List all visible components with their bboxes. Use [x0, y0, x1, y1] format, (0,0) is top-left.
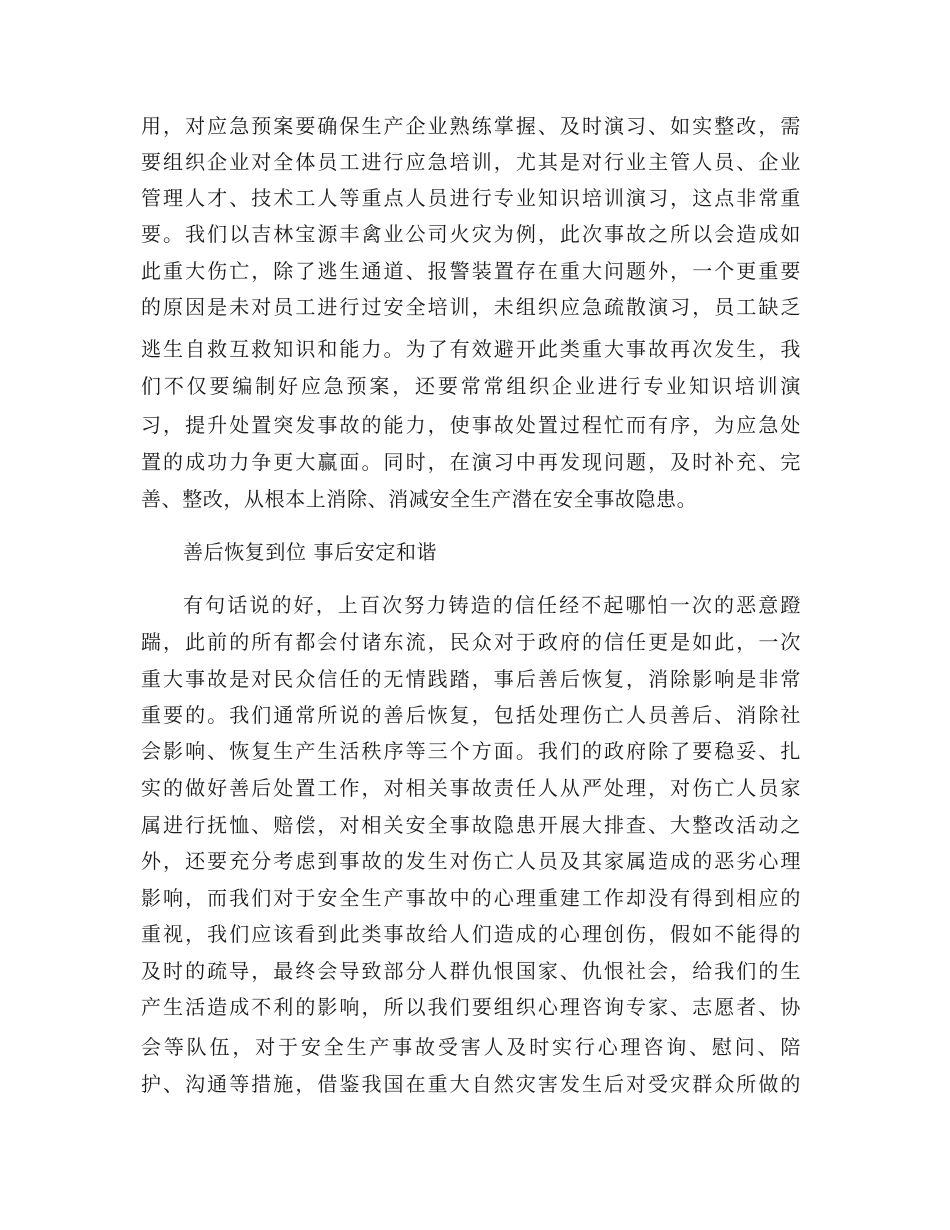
paragraph-line: 有句话说的好，上百次努力铸造的信任经不起哪怕一次的恶意蹬: [183, 593, 801, 617]
paragraph-line: 置的成功力争更大赢面。同时，在演习中再发现问题，及时补充、完: [141, 450, 801, 474]
paragraph-line: 的原因是未对员工进行过安全培训，未组织应急疏散演习，员工缺乏: [141, 295, 801, 319]
paragraph-line: 善、整改，从根本上消除、消减安全生产潜在安全事故隐患。: [141, 487, 698, 511]
paragraph-line: 重要的。我们通常所说的善后恢复，包括处理伤亡人员善后、消除社: [141, 703, 801, 727]
paragraph-line: 要组织企业对全体员工进行应急培训，尤其是对行业主管人员、企业: [141, 150, 801, 174]
paragraph-line: 外，还要充分考虑到事故的发生对伤亡人员及其家属造成的恶劣心理: [141, 849, 801, 873]
paragraph-line: 影响，而我们对于安全生产事故中的心理重建工作却没有得到相应的: [141, 886, 801, 910]
paragraph-line: 实的做好善后处置工作，对相关事故责任人从严处理，对伤亡人员家: [141, 776, 801, 800]
paragraph-line: 属进行抚恤、赔偿，对相关安全事故隐患开展大排查、大整改活动之: [141, 813, 801, 837]
paragraph-line: 要。我们以吉林宝源丰禽业公司火灾为例，此次事故之所以会造成如: [141, 222, 801, 246]
paragraph-line: 逃生自救互救知识和能力。为了有效避开此类重大事故再次发生，我: [141, 337, 801, 361]
paragraph-line: 们不仅要编制好应急预案，还要常常组织企业进行专业知识培训演: [141, 374, 801, 398]
paragraph-line: 此重大伤亡，除了逃生通道、报警装置存在重大问题外，一个更重要: [141, 259, 801, 283]
paragraph-line: 用，对应急预案要确保生产企业熟练掌握、及时演习、如实整改，需: [141, 114, 801, 138]
paragraph-line: 重视，我们应该看到此类事故给人们造成的心理创伤，假如不能得的: [141, 922, 801, 946]
paragraph-line: 踹，此前的所有都会付诸东流，民众对于政府的信任更是如此，一次: [141, 630, 801, 654]
section-heading: 善后恢复到位 事后安定和谐: [183, 540, 438, 564]
paragraph-line: 重大事故是对民众信任的无情践踏，事后善后恢复，消除影响是非常: [141, 667, 801, 691]
paragraph-line: 管理人才、技术工人等重点人员进行专业知识培训演习，这点非常重: [141, 186, 801, 210]
paragraph-line: 会影响、恢复生产生活秩序等三个方面。我们的政府除了要稳妥、扎: [141, 739, 801, 763]
paragraph-line: 及时的疏导，最终会导致部分人群仇恨国家、仇恨社会，给我们的生: [141, 959, 801, 983]
paragraph-line: 会等队伍，对于安全生产事故受害人及时实行心理咨询、慰问、陪: [141, 1035, 801, 1059]
paragraph-line: 护、沟通等措施，借鉴我国在重大自然灾害发生后对受灾群众所做的: [141, 1072, 801, 1096]
paragraph-line: 产生活造成不利的影响，所以我们要组织心理咨询专家、志愿者、协: [141, 995, 801, 1019]
paragraph-line: 习，提升处置突发事故的能力，使事故处置过程忙而有序，为应急处: [141, 413, 801, 437]
